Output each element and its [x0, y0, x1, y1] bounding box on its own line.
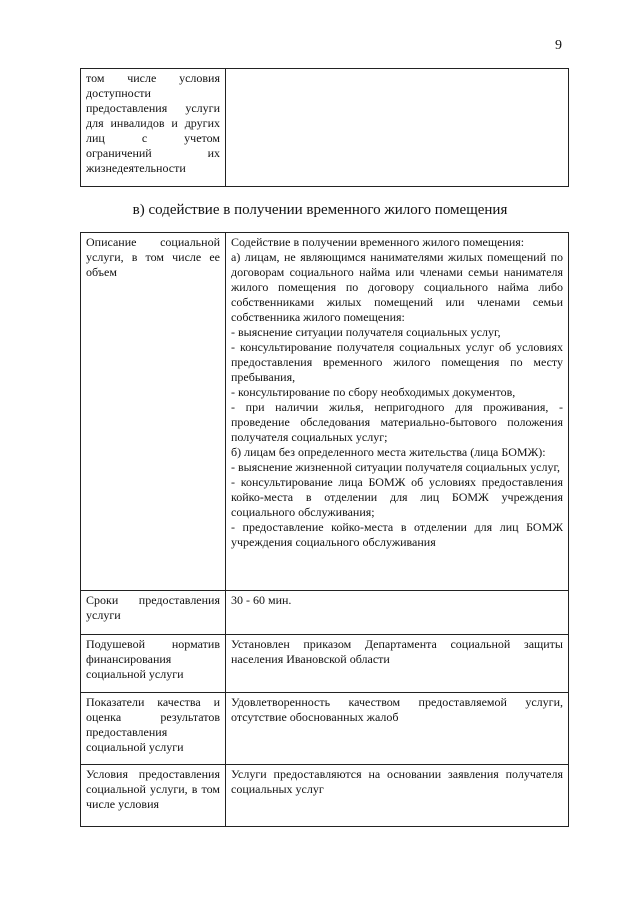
value-line: Содействие в получении временного жилого помещения: — [231, 235, 525, 249]
row-value: Удовлетворенность качеством предоставляемой услуги, отсутствие обоснованных жалоб — [226, 693, 569, 765]
value-line: а) лицам, не являющимся нанимателями жилых помещений по договорам социального найма или членами семьи нанимателя жилого помещения по договору социального найма либо собственниками жилых помещений или членами семьи собственника жилого помещения: — [231, 250, 563, 324]
row-value: Установлен приказом Департамента социальной защиты населения Ивановской области — [226, 635, 569, 693]
value-line: - консультирование по сбору необходимых документов, — [231, 385, 516, 399]
table-row — [81, 635, 569, 693]
row-label: Подушевой норматив финансирования социальной услуги — [81, 635, 226, 693]
table-row — [81, 765, 569, 827]
row-label: Показатели качества и оценка результатов предоставления социальной услуги — [81, 693, 226, 765]
continuation-table — [80, 68, 569, 187]
value-line: - при наличии жилья, непригодного для проживания, - проведение обследования материально-бытового положения получателя социальных услуг; — [231, 400, 563, 444]
row-value: Услуги предоставляются на основании заявления получателя социальных услуг — [226, 765, 569, 827]
page-number: 9 — [555, 38, 562, 53]
table-row — [81, 591, 569, 635]
row-label: Условия предоставления социальной услуги, в том числе условия — [81, 765, 226, 827]
row-value: 30 - 60 мин. — [226, 591, 569, 635]
value-line: - выяснение жизненной ситуации получателя социальных услуг, — [231, 460, 561, 474]
table-row — [81, 693, 569, 765]
value-line: - выяснение ситуации получателя социальных услуг, — [231, 325, 501, 339]
section-title: в) содействие в получении временного жилого помещения — [132, 202, 508, 218]
row-value — [226, 69, 569, 187]
table-row — [81, 233, 569, 591]
value-line: - консультирование получателя социальных услуг об условиях предоставления временного жилого помещения по месту пребывания, — [231, 340, 563, 384]
value-line: - предоставление койко-места в отделении для лиц БОМЖ учреждения социального обслуживания — [231, 520, 563, 549]
row-label: Описание социальной услуги, в том числе ее объем — [81, 233, 226, 591]
value-line: - консультирование лица БОМЖ об условиях предоставления койко-места в отделении для лиц БОМЖ учреждения социального обслуживания; — [231, 475, 563, 519]
row-value — [226, 233, 569, 591]
table-row — [81, 69, 569, 187]
row-label: том числе условия доступности предоставления услуги для инвалидов и других лиц с учетом ограничений их жизнедеятельности — [81, 69, 226, 187]
row-label: Сроки предоставления услуги — [81, 591, 226, 635]
service-table — [80, 232, 569, 827]
value-line: б) лицам без определенного места жительства (лица БОМЖ): — [231, 445, 546, 459]
